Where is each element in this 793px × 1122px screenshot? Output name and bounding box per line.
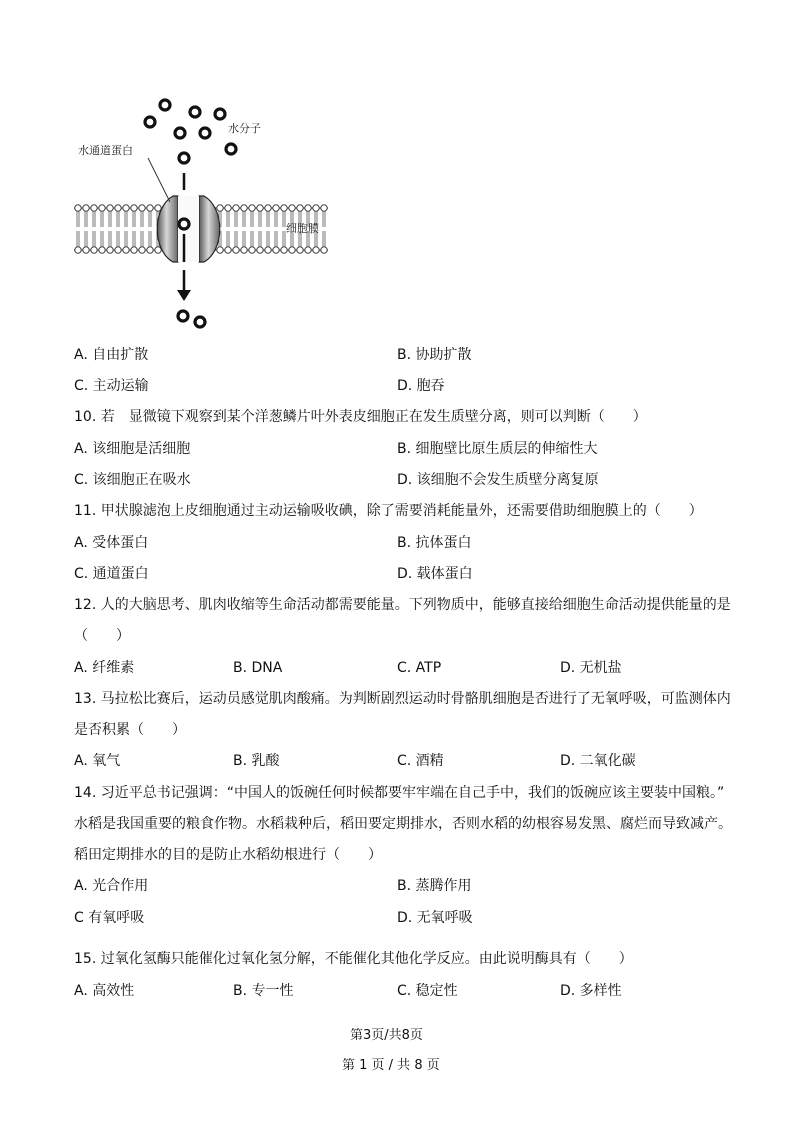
q10-stem: 10. 若 显微镜下观察到某个洋葱鳞片叶外表皮细胞正在发生质壁分离，则可以判断（ ） <box>74 409 647 425</box>
q15-option-a: A. 高效性 <box>74 983 135 999</box>
q13-option-a: A. 氧气 <box>74 753 121 769</box>
q13-stem-line2: 是否积累（ ） <box>74 722 186 738</box>
aquaporin-protein <box>157 196 220 262</box>
q10-option-a: A. 该细胞是活细胞 <box>74 441 191 457</box>
q14-stem-line1: 14. 习近平总书记强调：“中国人的饭碗任何时候都要牢牢端在自己手中，我们的饭碗应该主要装中国粮。” <box>74 785 725 801</box>
q14-option-d: D. 无氧呼吸 <box>397 910 473 926</box>
q11-stem: 11. 甲状腺滤泡上皮细胞通过主动运输吸收碘，除了需要消耗能量外，还需要借助细胞膜上的（ ） <box>74 503 703 519</box>
q15-option-d: D. 多样性 <box>560 983 622 999</box>
q9-option-a: A. 自由扩散 <box>74 347 149 363</box>
q14-option-b: B. 蒸腾作用 <box>397 878 472 894</box>
q9-option-d: D. 胞吞 <box>397 378 445 394</box>
q12-option-b: B. DNA <box>233 660 283 676</box>
q12-option-a: A. 纤维素 <box>74 660 135 676</box>
q9-option-c: C. 主动运输 <box>74 378 149 394</box>
q12-option-c: C. ATP <box>397 660 442 676</box>
q10-option-c: C. 该细胞正在吸水 <box>74 472 191 488</box>
q15-option-b: B. 专一性 <box>233 983 294 999</box>
water-molecule <box>178 311 188 321</box>
q10-option-d: D. 该细胞不会发生质壁分离复原 <box>397 472 599 488</box>
water-molecule <box>215 109 225 119</box>
water-molecule <box>190 107 200 117</box>
q13-option-b: B. 乳酸 <box>233 753 280 769</box>
inner-page-number: 第3页/共8页 <box>350 1028 423 1043</box>
q12-option-d: D. 无机盐 <box>560 660 622 676</box>
aquaporin-diagram <box>60 90 350 335</box>
q13-option-d: D. 二氧化碳 <box>560 753 636 769</box>
outer-page-number: 第 1 页 / 共 8 页 <box>342 1058 440 1073</box>
water-molecule <box>195 317 205 327</box>
q14-option-c: C 有氧呼吸 <box>74 910 145 926</box>
q11-option-d: D. 载体蛋白 <box>397 566 473 582</box>
q15-option-c: C. 稳定性 <box>397 983 458 999</box>
q14-option-a: A. 光合作用 <box>74 878 149 894</box>
down-arrow-icon <box>177 290 191 301</box>
q14-stem-line3: 稻田定期排水的目的是防止水稻幼根进行（ ） <box>74 847 382 863</box>
water-molecule <box>160 100 170 110</box>
q15-stem: 15. 过氧化氢酶只能催化过氧化氢分解，不能催化其他化学反应。由此说明酶具有（ ） <box>74 951 633 967</box>
label-membrane: 细胞膜 <box>286 222 319 235</box>
q13-stem-line1: 13. 马拉松比赛后，运动员感觉肌肉酸痛。为判断剧烈运动时骨骼肌细胞是否进行了无氧呼吸，可监测体内 <box>74 691 731 707</box>
q9-option-b: B. 协助扩散 <box>397 347 472 363</box>
water-molecule <box>175 128 185 138</box>
q12-stem-line1: 12. 人的大脑思考、肌肉收缩等生命活动都需要能量。下列物质中，能够直接给细胞生命活动提供能量的是 <box>74 597 731 613</box>
label-protein: 水通道蛋白 <box>78 144 133 157</box>
q12-stem-line2: （ ） <box>74 628 130 644</box>
water-molecule <box>200 128 210 138</box>
protein-leader-line <box>148 158 170 202</box>
water-molecule <box>226 144 236 154</box>
membrane-figure <box>60 90 350 335</box>
q11-option-b: B. 抗体蛋白 <box>397 535 472 551</box>
q13-option-c: C. 酒精 <box>397 753 444 769</box>
q10-option-b: B. 细胞壁比原生质层的伸缩性大 <box>397 441 598 457</box>
q11-option-a: A. 受体蛋白 <box>74 535 149 551</box>
water-molecule <box>145 117 155 127</box>
water-molecule <box>179 153 189 163</box>
q11-option-c: C. 通道蛋白 <box>74 566 149 582</box>
q14-stem-line2: 水稻是我国重要的粮食作物。水稻栽种后，稻田要定期排水，否则水稻的幼根容易发黑、腐烂而导致减产。 <box>74 816 732 832</box>
label-water: 水分子 <box>228 122 261 135</box>
